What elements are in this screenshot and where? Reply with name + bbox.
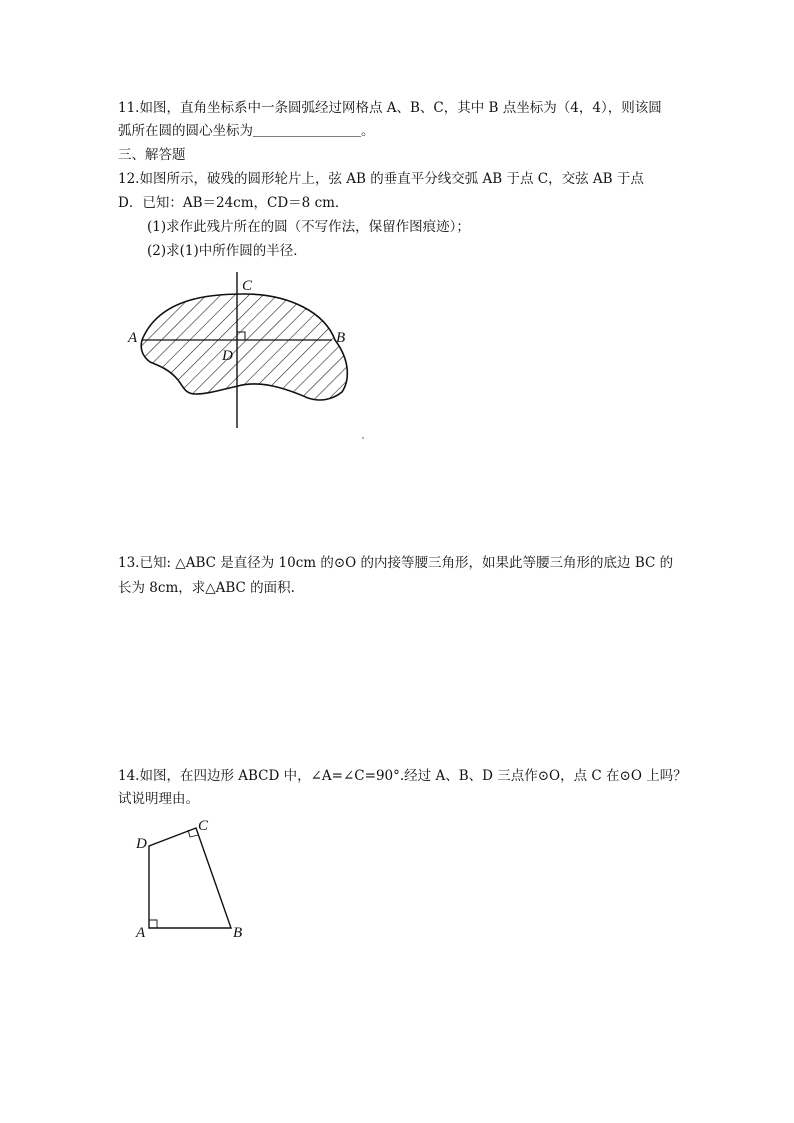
label-D: D <box>136 836 147 852</box>
label-B: B <box>336 330 346 346</box>
section-heading: 三、解答题 <box>118 147 186 163</box>
broken-wheel-shape <box>141 294 347 400</box>
label-B: B <box>233 925 243 941</box>
q11-line2: 弧所在圆的圆心坐标为＿＿＿＿＿＿＿＿。 <box>118 123 375 139</box>
q14-line1: 14.如图，在四边形 ABCD 中，∠A=∠C=90°.经过 A、B、D 三点作⊙O，点 C 在⊙O 上吗？ <box>118 768 687 784</box>
q13-line2: 长为 8cm，求△ABC 的面积. <box>118 580 295 596</box>
q12-sub1: (1)求作此残片所在的圆（不写作法，保留作图痕迹）； <box>147 219 470 235</box>
label-A: A <box>128 330 138 346</box>
q11-line1: 11.如图，直角坐标系中一条圆弧经过网格点 A、B、C，其中 B 点坐标为（4，4），则该圆 <box>118 100 662 116</box>
q13-line1: 13.已知: △ABC 是直径为 10cm 的⊙O 的内接等腰三角形，如果此等腰三角形的底边 BC 的 <box>118 555 674 571</box>
stray-dot <box>362 437 363 438</box>
right-angle-mark-A <box>149 920 157 928</box>
label-C: C <box>242 278 253 294</box>
q12-line1: 12.如图所示，破残的圆形轮片上，弦 AB 的垂直平分线交弧 AB 于点 C，交弦 AB 于点 <box>118 171 644 187</box>
q12-broken-wheel-figure <box>120 268 380 443</box>
q12-line2: D．已知：AB＝24cm，CD＝8 cm． <box>118 195 349 211</box>
label-D: D <box>222 348 233 364</box>
q14-quadrilateral-figure <box>128 812 263 947</box>
label-C: C <box>198 818 209 834</box>
q12-sub2: (2)求(1)中所作圆的半径． <box>147 243 307 259</box>
quadrilateral-ABCD <box>149 828 231 928</box>
q14-line2: 试说明理由。 <box>118 791 199 807</box>
label-A: A <box>136 925 146 941</box>
